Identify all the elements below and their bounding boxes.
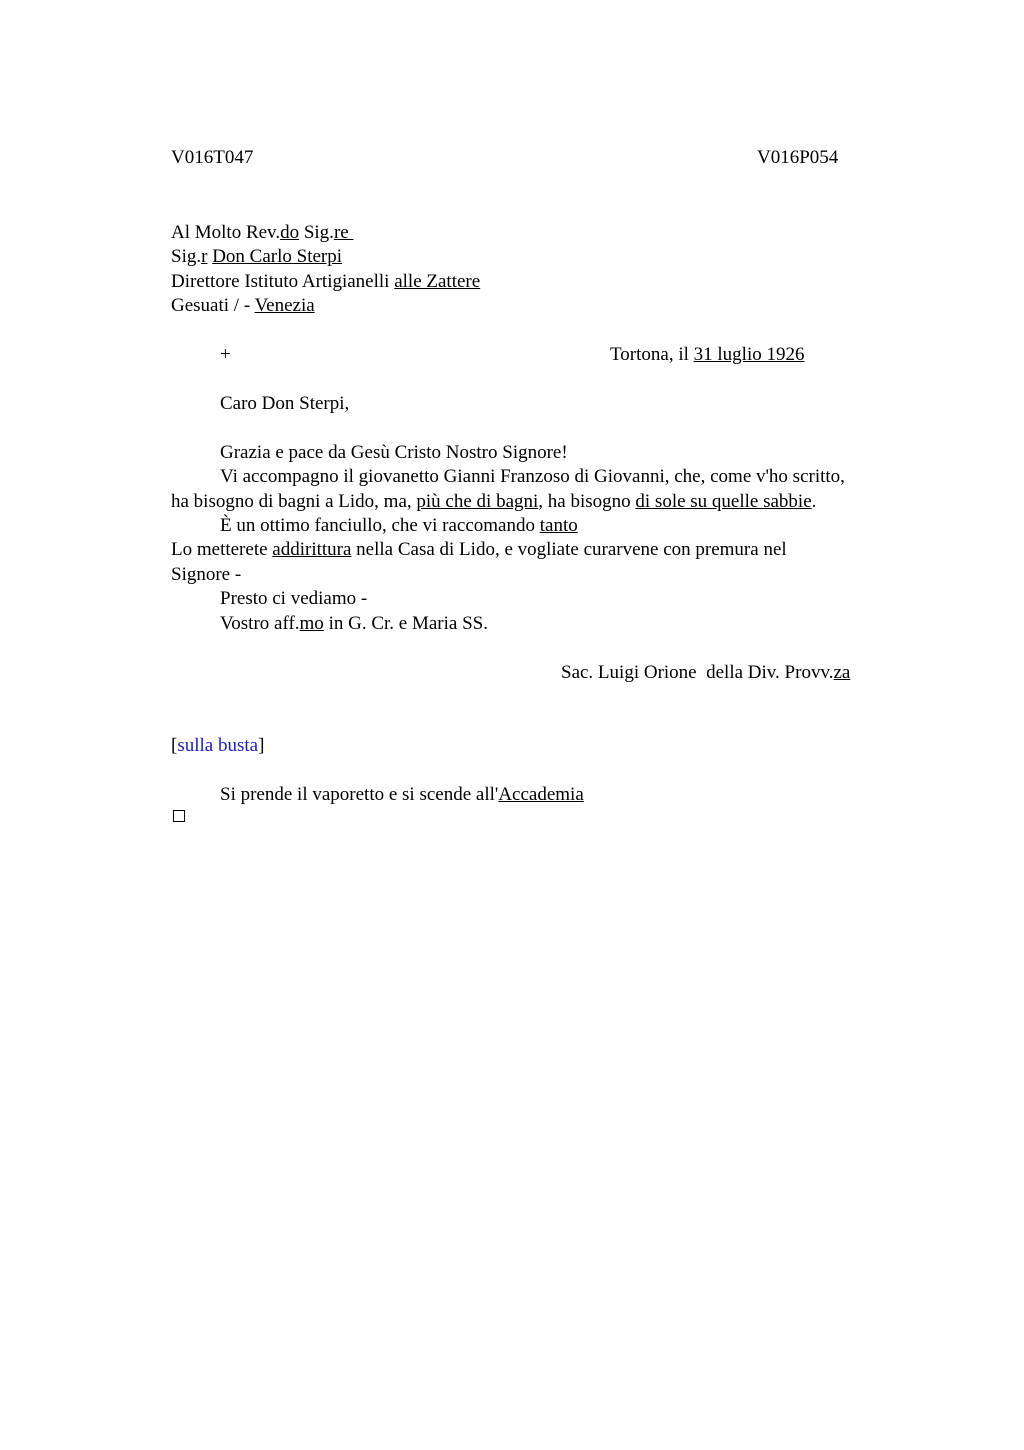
body-text: È un ottimo fanciullo, che vi raccomando — [220, 515, 540, 536]
body-emphasis: più che di bagni — [416, 491, 539, 512]
body-text: nella Casa di Lido, e vogliate curarvene con premura nel — [351, 539, 787, 560]
signature — [561, 661, 850, 685]
body-paragraph-2-line-1: Vi accompagno il giovanetto Gianni Franzoso di Giovanni, che, come v'ho scritto, — [220, 466, 845, 487]
address-text: Gesuati / - — [171, 295, 255, 316]
body-text: Vostro aff. — [220, 613, 300, 634]
dateline-date: 31 luglio 1926 — [693, 344, 805, 365]
body-text: . — [811, 491, 817, 512]
address-line-4 — [171, 294, 315, 318]
address-text: Direttore Istituto Artigianelli — [171, 271, 395, 292]
envelope-label: sulla busta — [177, 735, 259, 756]
body-text: Lo metterete — [171, 539, 273, 560]
address-abbrev: r — [201, 246, 208, 267]
bracket-open: [ — [171, 735, 178, 756]
address-line-1 — [171, 221, 353, 245]
dateline — [610, 343, 804, 367]
address-text: Sig. — [171, 246, 202, 267]
envelope-text: Si prende il vaporetto e si scende all' — [220, 784, 499, 805]
address-line-2 — [171, 245, 342, 269]
document-code-right: V016P054 — [757, 147, 839, 168]
address-text: Al Molto Rev. — [171, 222, 281, 243]
salutation: Caro Don Sterpi, — [220, 393, 350, 414]
body-text: in G. Cr. e Maria SS. — [323, 613, 488, 634]
body-emphasis: tanto — [539, 515, 578, 536]
body-text: , ha bisogno — [538, 491, 636, 512]
bracket-close: ] — [258, 735, 265, 756]
address-text: Sig. — [299, 222, 334, 243]
signature-text: Sac. Luigi Orione della Div. Provv. — [561, 662, 834, 683]
body-paragraph-5: Presto ci vediamo - — [220, 588, 368, 609]
body-text: ha bisogno di bagni a Lido, ma, — [171, 491, 417, 512]
body-paragraph-2-line-2 — [171, 490, 816, 514]
recipient-name: Don Carlo Sterpi — [212, 246, 343, 267]
body-emphasis: addirittura — [272, 539, 352, 560]
closing-line — [220, 612, 488, 636]
body-emphasis: di sole su quelle sabbie — [635, 491, 812, 512]
address-location: alle Zattere — [394, 271, 481, 292]
body-abbrev: mo — [299, 613, 324, 634]
envelope-heading — [171, 734, 264, 758]
body-paragraph-4-line-2: Signore - — [171, 564, 242, 585]
dateline-place: Tortona, il — [610, 344, 694, 365]
signature-abbrev: za — [833, 662, 851, 683]
envelope-place: Accademia — [498, 784, 584, 805]
address-abbrev: do — [280, 222, 300, 243]
address-abbrev: re — [333, 222, 354, 243]
cross-symbol: + — [220, 344, 231, 365]
body-paragraph-1: Grazia e pace da Gesù Cristo Nostro Signore! — [220, 442, 568, 463]
address-line-3 — [171, 270, 480, 294]
document-code-left: V016T047 — [171, 147, 254, 168]
body-paragraph-3 — [220, 514, 578, 538]
address-city: Venezia — [254, 295, 315, 316]
body-paragraph-4-line-1 — [171, 538, 787, 562]
envelope-note — [220, 783, 584, 807]
checkbox-square-icon — [173, 810, 185, 822]
